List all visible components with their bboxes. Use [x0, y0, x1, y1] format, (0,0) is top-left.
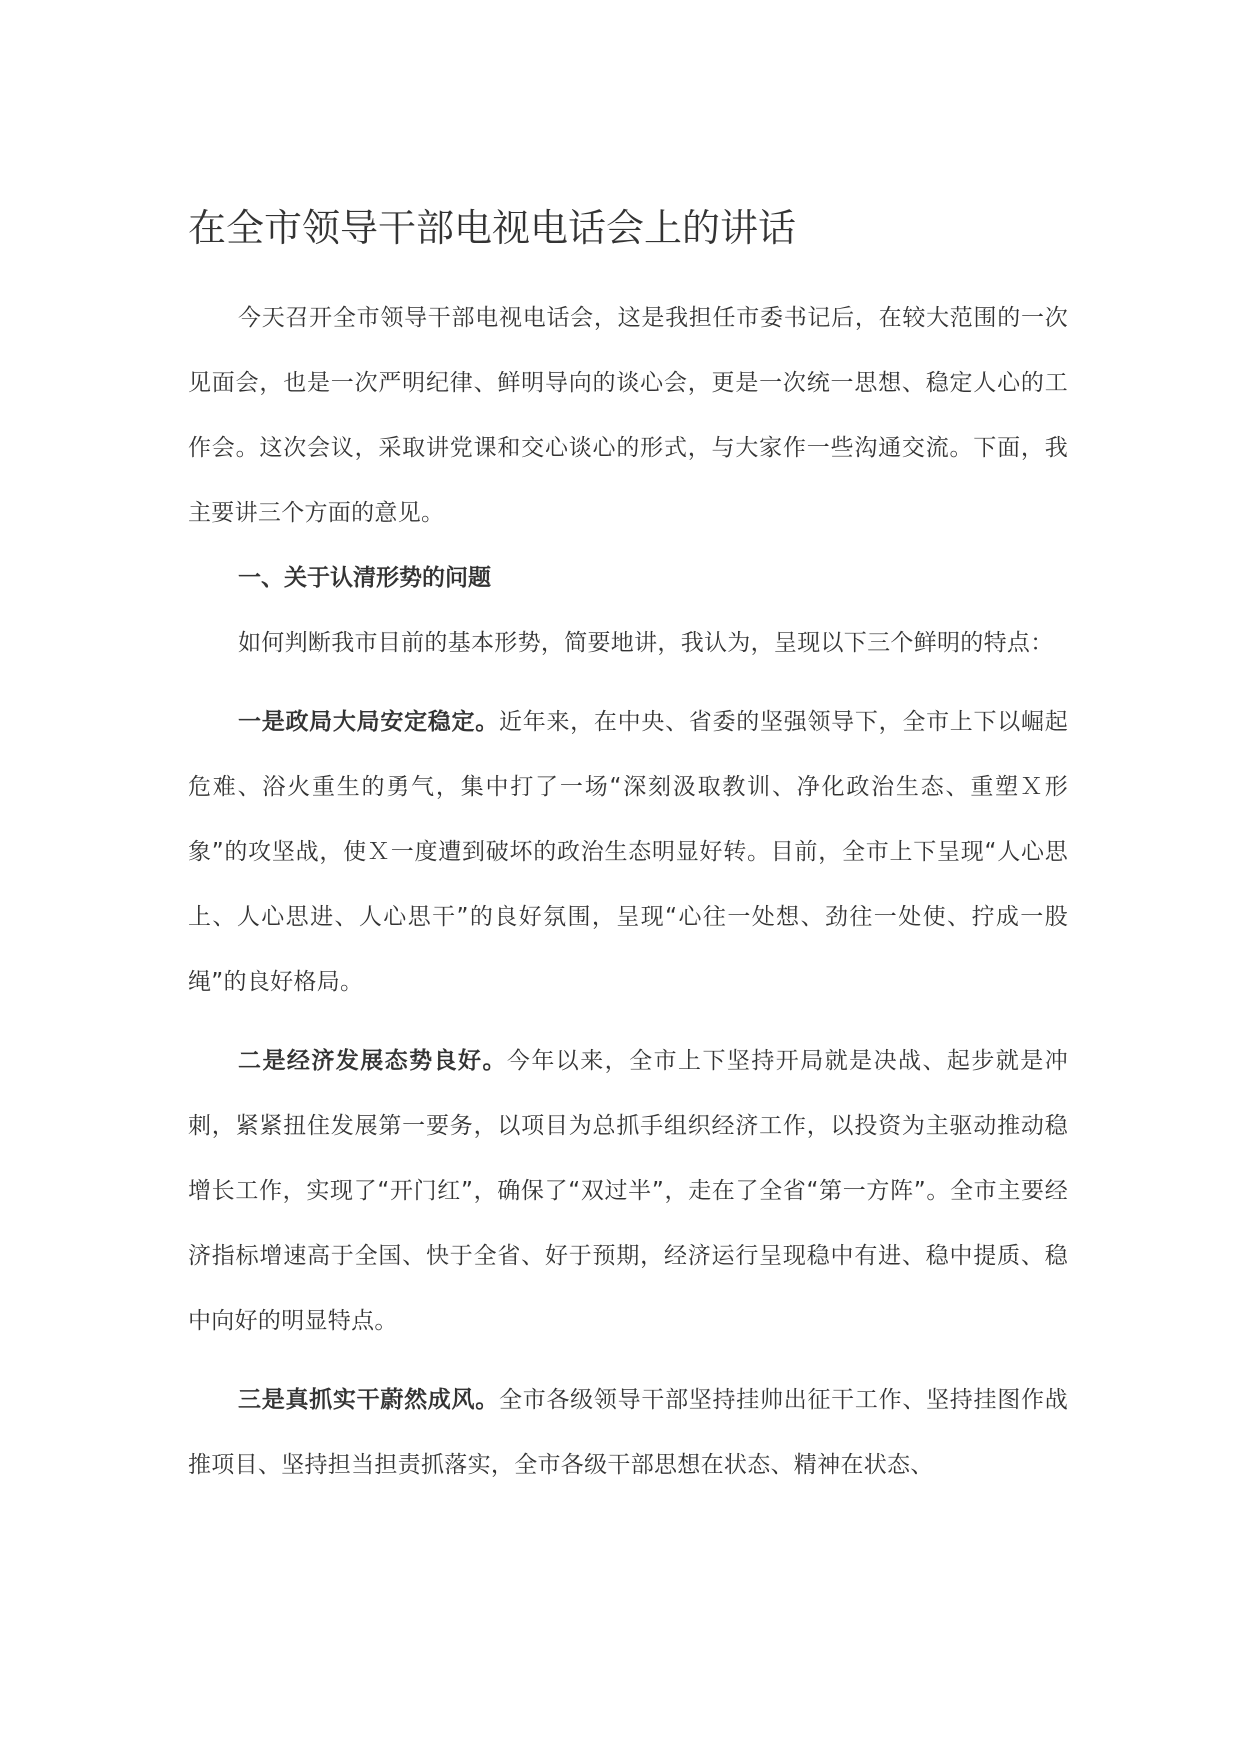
document-title: 在全市领导干部电视电话会上的讲话 [188, 206, 797, 250]
point-paragraph-1 [188, 690, 1068, 1015]
point-body-2: 今年以来，全市上下坚持开局就是决战、起步就是冲刺，紧紧扭住发展第一要务，以项目为总抓手组织经济工作，以投资为主驱动推动稳增长工作，实现了“开门红”，确保了“双过半”，走在了全省“第一方阵”。全市主要经济指标增速高于全国、快于全省、好于预期，经济运行呈现稳中有进、稳中提质、稳中向好的明显特点。 [188, 1048, 1068, 1334]
point-lead-1: 一是政局大局安定稳定。 [238, 709, 499, 735]
point-lead-3: 三是真抓实干蔚然成风。 [238, 1387, 499, 1413]
section-heading-1: 一、关于认清形势的问题 [238, 565, 491, 591]
point-lead-2: 二是经济发展态势良好。 [238, 1048, 507, 1074]
point-paragraph-3 [188, 1368, 1068, 1498]
point-body-3: 全市各级领导干部坚持挂帅出征干工作、坚持挂图作战推项目、坚持担当担责抓落实，全市各级干部思想在状态、精神在状态、 [188, 1387, 1068, 1478]
document-page [188, 198, 1068, 1498]
intro-paragraph: 今天召开全市领导干部电视电话会，这是我担任市委书记后，在较大范围的一次见面会，也是一次严明纪律、鲜明导向的谈心会，更是一次统一思想、稳定人心的工作会。这次会议，采取讲党课和交心谈心的形式，与大家作一些沟通交流。下面，我主要讲三个方面的意见。 [188, 305, 1068, 526]
point-body-1: 近年来，在中央、省委的坚强领导下，全市上下以崛起危难、浴火重生的勇气，集中打了一场“深刻汲取教训、净化政治生态、重塑Ｘ形象”的攻坚战，使Ｘ一度遭到破坏的政治生态明显好转。目前，全市上下呈现“人心思上、人心思进、人心思干”的良好氛围，呈现“心往一处想、劲往一处使、拧成一股绳”的良好格局。 [188, 709, 1068, 995]
point-paragraph-2 [188, 1029, 1068, 1354]
section1-intro-paragraph: 如何判断我市目前的基本形势，简要地讲，我认为，呈现以下三个鲜明的特点： [238, 630, 1054, 656]
